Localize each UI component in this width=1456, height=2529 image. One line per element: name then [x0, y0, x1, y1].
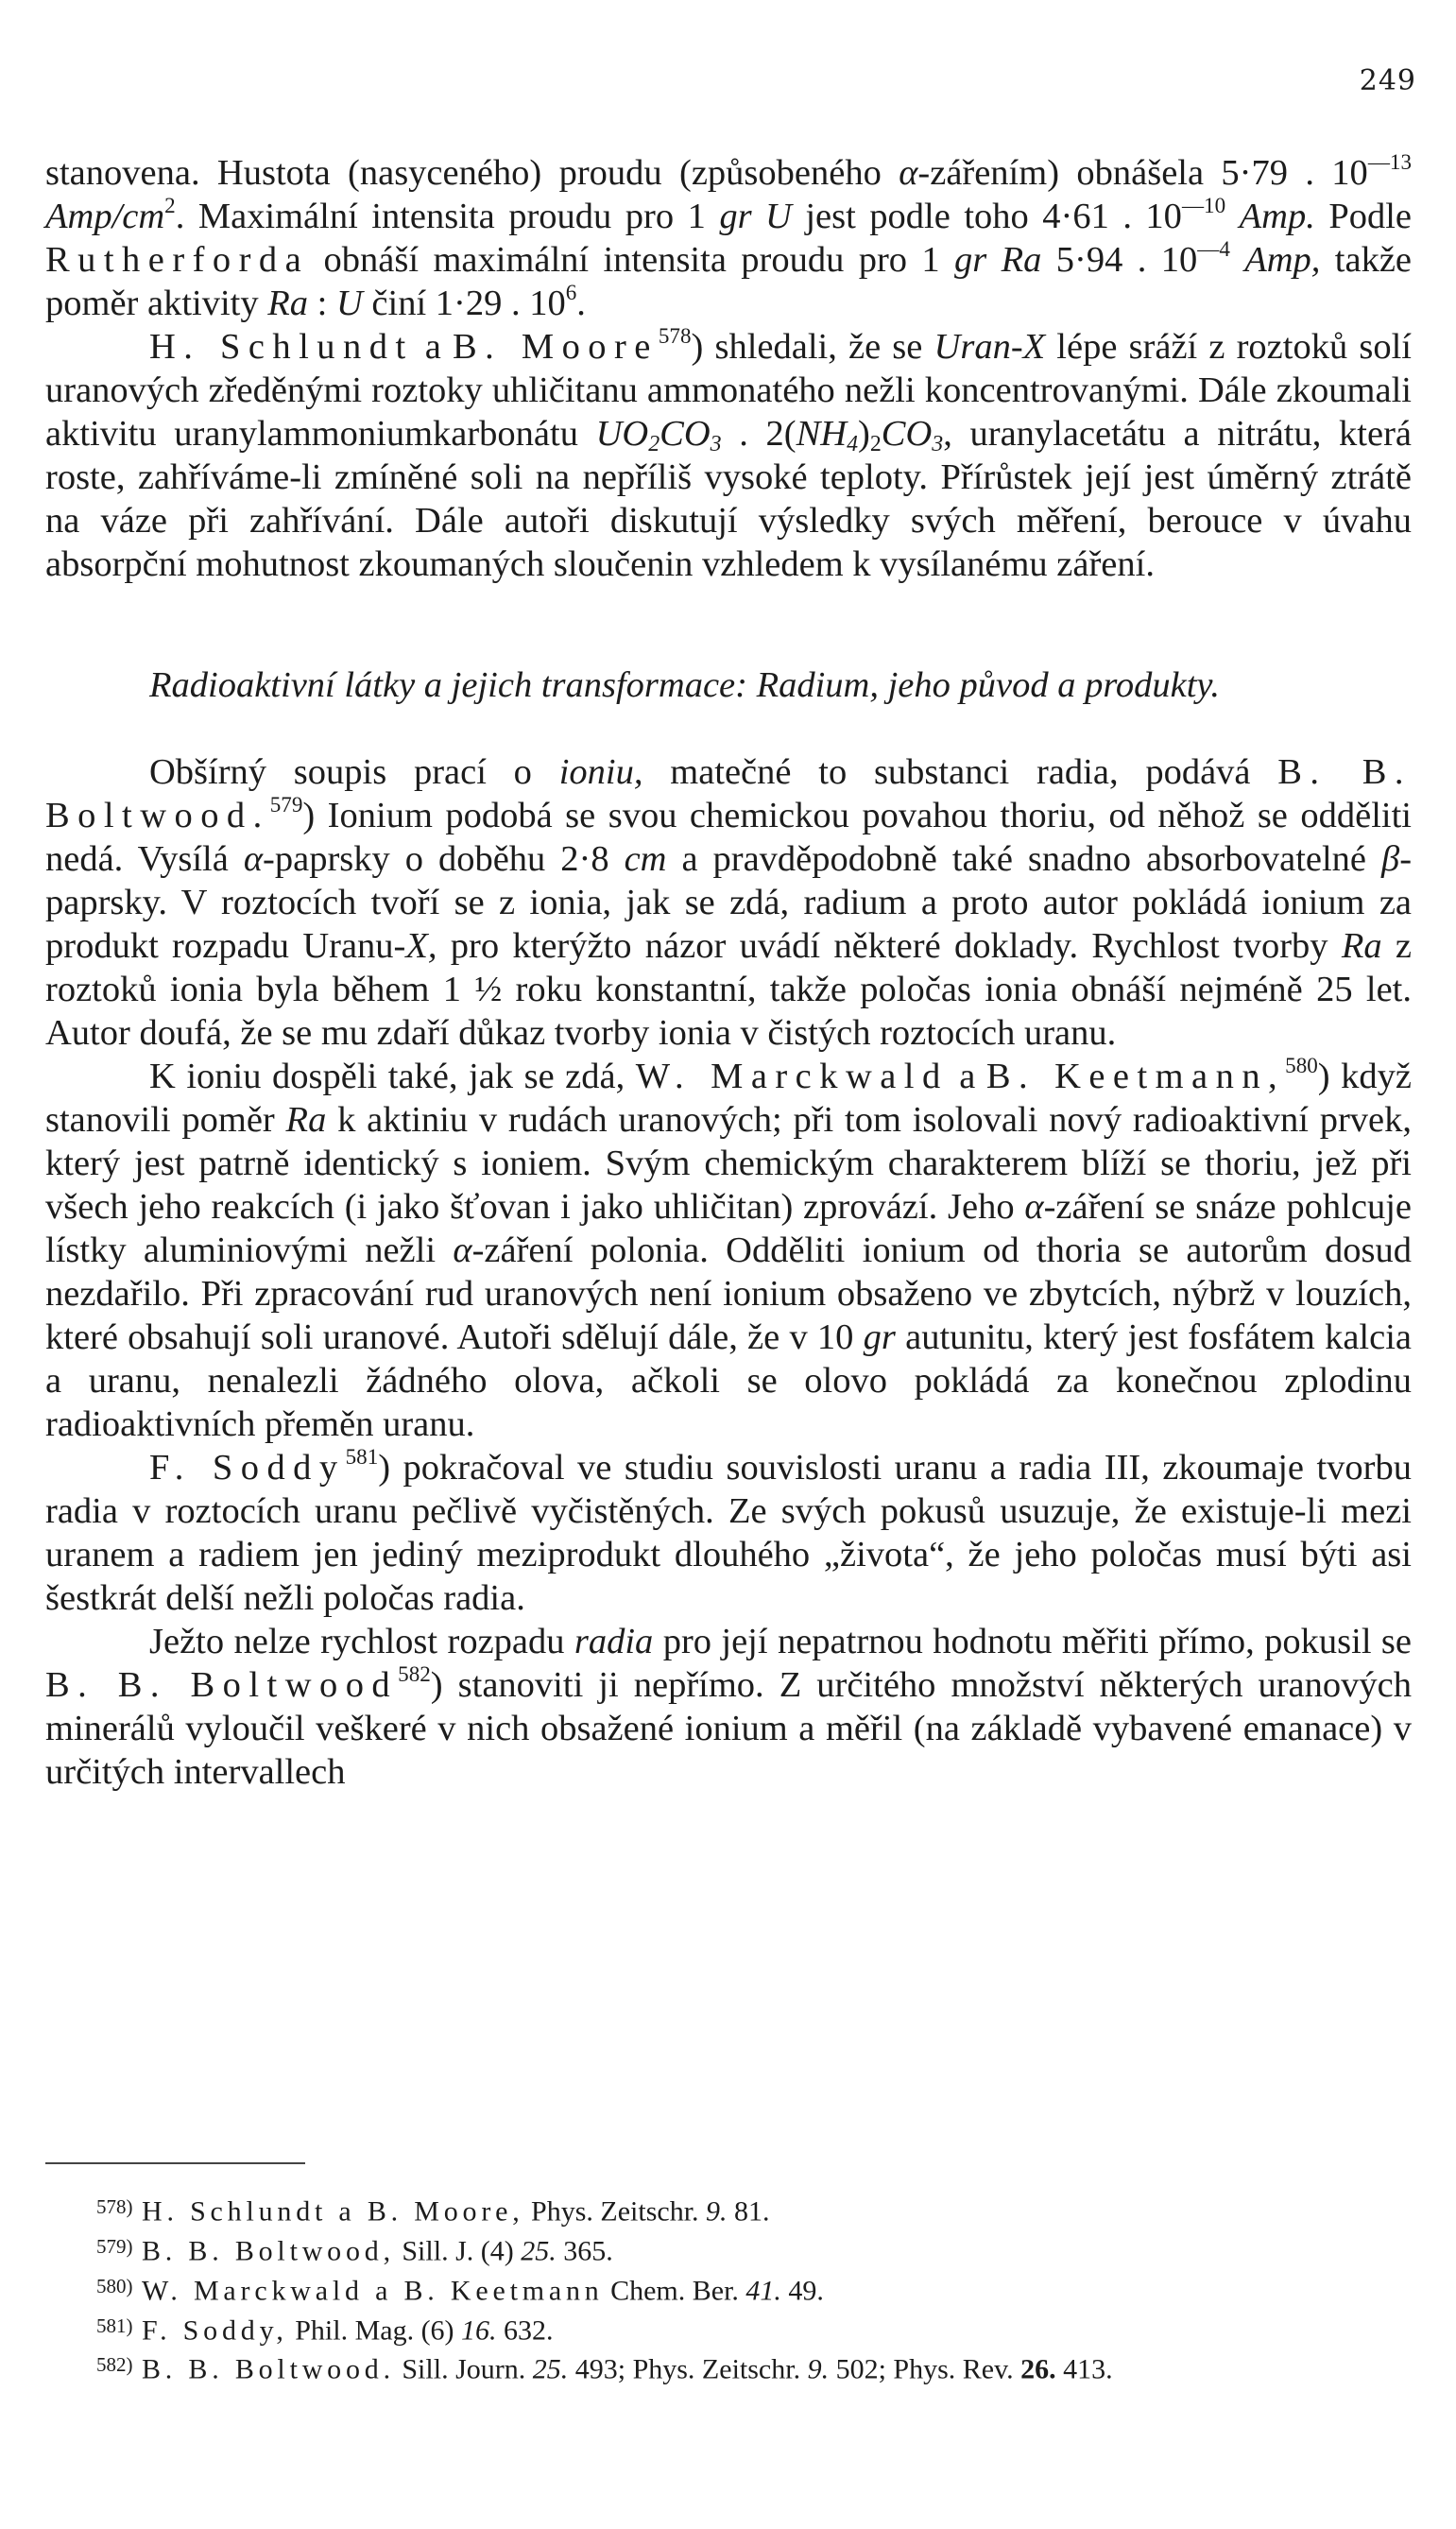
footnote-divider	[45, 2162, 305, 2164]
page-number: 249	[1359, 64, 1416, 97]
footnote-ref: 579	[269, 791, 303, 817]
author-name: B. B. Boltwood	[45, 1665, 399, 1705]
main-text	[45, 148, 1413, 1794]
footnotes	[45, 2190, 1412, 2387]
author-name: F. Soddy	[149, 1448, 346, 1488]
paragraph-2: H. Schlundt a B. Moore$^{578}$) shledali, že se Uran-X lépe sráží z roztoků solí uranových zředěnými roztoky uhličitanu ammonatého nežli koncentrovanými. Dále zkoumali aktivitu uranylammoniumkarbonátu $UO_2CO_3$ . $2(NH_4)_2CO_3$, uranylacetátu a nitrátu, která roste, zahříváme-li zmíněné soli na nepříliš vysoké teploty. Přírůstek její jest úměrný ztrátě na váze při zahřívání. Dále autoři diskutují výsledky svých měření, berouce v úvahu absorpční mohutnost zkoumaných sloučenin vzhledem k vysílanému záření.	[45, 322, 1412, 584]
paragraph-1: stanovena. Hustota (nasyceného) proudu (způsobeného α-zářením) obnášela 5·79 . $10^{—13}$ Amp/$cm^2$. Maximální intensita proudu pro 1 gr U jest podle toho 4·61 . $10^{—10}$ Amp. Podle Rutherforda obnáší maximální intensita proudu pro 1 gr Ra 5·94 . $10^{—4}$ Amp, takže poměr aktivity Ra : U činí 1·29 . $10^6$.	[45, 148, 1413, 323]
footnote-ref: 578	[658, 322, 692, 348]
footnote-ref: 581	[345, 1443, 379, 1469]
author-name: B. Keetmann,	[985, 1057, 1286, 1096]
author-name: B. B. Boltwood.	[45, 752, 1412, 835]
footnote: 582) B. B. Boltwood. Sill. Journ. 25. 493; Phys. Zeitschr. 9. 502; Phys. Rev. 26. 413.	[96, 2353, 1113, 2385]
author-name: H. Schlundt	[149, 327, 414, 367]
footnote: 581) F. Soddy, Phil. Mag. (6) 16. 632.	[96, 2314, 554, 2346]
author-name: Rutherforda	[45, 240, 310, 280]
footnote-ref: 580	[1285, 1052, 1318, 1077]
footnote: 580) W. Marckwald a B. Keetmann Chem. Ber. 41. 49.	[96, 2274, 824, 2307]
paragraph-3: Obšírný soupis prací o ioniu, matečné to substanci radia, podává B. B. Boltwood.$^{579}$) Ionium podobá se svou chemickou povahou thoriu, od něhož se odděliti nedá. Vysílá α-paprsky o doběhu 2·8 cm a pravděpodobně také snadno absorbovatelné β-paprsky. V roztocích tvoří se z ionia, jak se zdá, radium a proto autor pokládá ionium za produkt rozpadu Uranu-X, pro kterýžto názor uvádí některé doklady. Rychlost tvorby Ra z roztoků ionia byla během 1 ½ roku konstantní, takže poločas ionia obnáší nejméně 25 let. Autor doufá, že se mu zdaří důkaz tvorby ionia v čistých roztocích uranu.	[45, 752, 1413, 1053]
footnote: 578) H. Schlundt a B. Moore, Phys. Zeitschr. 9. 81.	[96, 2195, 770, 2228]
section-heading: Radioaktivní látky a jejich transformace: Radium, jeho původ a produkty.	[149, 665, 1221, 705]
paragraph-5: F. Soddy$^{581}$) pokračoval ve studiu souvislosti uranu a radia III, zkoumaje tvorbu radia v roztocích uranu pečlivě vyčistěných. Ze svých pokusů usuzuje, že existuje-li mezi uranem a radiem jen jediný meziprodukt dlouhého „života“, že jeho poločas musí býti asi šestkrát delší nežli poločas radia.	[45, 1443, 1412, 1618]
author-name: B. Moore	[453, 327, 659, 367]
chemical-formula: $UO_2CO_3$	[595, 414, 722, 456]
footnote: 579) B. B. Boltwood, Sill. J. (4) 25. 365.	[96, 2234, 613, 2267]
paragraph-6: Ježto nelze rychlost rozpadu radia pro její nepatrnou hodnotu měřiti přímo, pokusil se B. B. Boltwood$^{582}$) stanoviti ji nepřímo. Z určitého množství některých uranových minerálů vyloučil veškeré v nich obsažené ionium a měřil (na základě vybavené emanace) v určitých intervallech	[45, 1622, 1412, 1792]
footnote-ref: 582	[398, 1660, 431, 1686]
author-name: W. Marckwald	[635, 1057, 949, 1096]
paragraph-4: K ioniu dospěli také, jak se zdá, W. Marckwald a B. Keetmann,$^{580}$) když stanovili poměr Ra k aktiniu v rudách uranových; při tom isolovali nový radioaktivní prvek, který jest patrně identický s ioniem. Svým chemickým charakterem blíží se thoriu, jež při všech jeho reakcích (i jako šťovan i jako uhličitan) zprovází. Jeho α-záření se snáze pohlcuje lístky aluminiovými nežli α-záření polonia. Odděliti ionium od thoria se autorům dosud nezdařilo. Při zpracování rud uranových není ionium obsaženo ve zbytcích, nýbrž v louzích, které obsahují soli uranové. Autoři sdělují dále, že v 10 gr autunitu, který jest fosfátem kalcia a uranu, nenalezli žádného olova, ačkoli se olovo pokládá za konečnou zplodinu radioaktivních přeměn uranu.	[45, 1052, 1412, 1444]
